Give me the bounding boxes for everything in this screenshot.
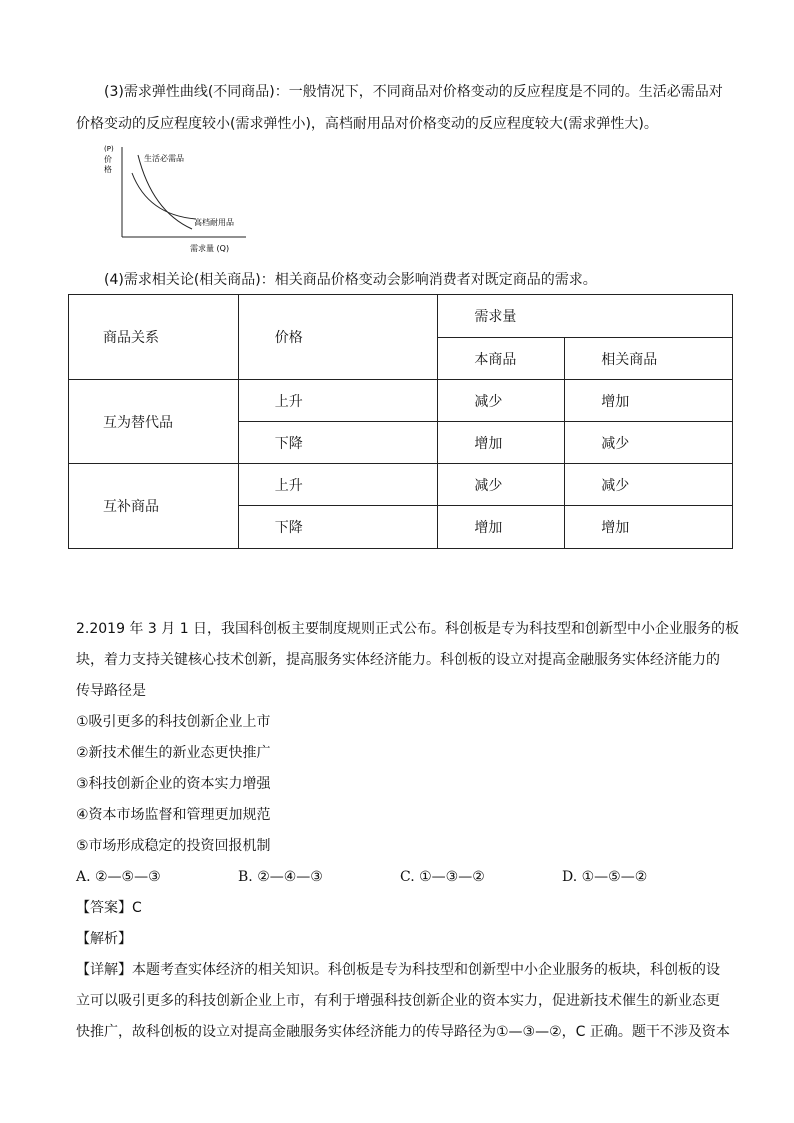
group-relation-complement: 互补商品 [69,464,239,549]
cell-this-good: 减少 [438,380,565,422]
detail-line2: 立可以吸引更多的科技创新企业上市，有利于增强科技创新企业的资本实力，促进新技术催生的新业态更 [76,993,720,1009]
answer-label: 【答案】C [76,900,142,916]
graph-y-label-p: (P) [104,145,114,153]
paragraph-demand-elasticity-line2: 价格变动的反应程度较小(需求弹性小)，高档耐用品对价格变动的反应程度较大(需求弹性大)。 [76,116,658,132]
curve-necessity [138,155,192,229]
table-row [69,464,733,506]
option-b[interactable]: B. ②—④—③ [238,869,323,885]
cell-related-good: 减少 [565,464,733,506]
paragraph-related-goods: (4)需求相关论(相关商品)：相关商品价格变动会影响消费者对既定商品的需求。 [104,272,597,288]
cell-this-good: 增加 [438,506,565,549]
cell-price: 下降 [238,422,438,464]
question-stem-line3: 传导路径是 [76,683,146,699]
cell-price: 下降 [238,506,438,549]
curve-durable [132,173,196,219]
cell-related-good: 增加 [565,380,733,422]
curve-necessity-label: 生活必需品 [144,154,184,163]
related-goods-table [68,294,733,549]
cell-this-good: 增加 [438,422,565,464]
cell-this-good: 减少 [438,464,565,506]
demand-elasticity-graph [100,141,250,256]
cell-price: 上升 [238,380,438,422]
paragraph-demand-elasticity-line1: (3)需求弹性曲线(不同商品)：一般情况下，不同商品对价格变动的反应程度是不同的。生活必需品对 [104,84,723,100]
table-row [69,380,733,422]
statement-item: ④资本市场监督和管理更加规范 [76,807,271,823]
detail-line3: 快推广，故科创板的设立对提高金融服务实体经济能力的传导路径为①—③—②，C 正确。题干不涉及资本 [76,1024,730,1040]
option-a[interactable]: A. ②—⑤—③ [76,869,161,885]
graph-y-label-price-2: 格 [104,165,112,174]
option-c[interactable]: C. ①—③—② [400,869,485,885]
header-this-good: 本商品 [438,338,565,380]
analysis-title: 【解析】 [76,931,132,947]
cell-related-good: 减少 [565,422,733,464]
cell-related-good: 增加 [565,506,733,549]
detail-line1: 【详解】本题考查实体经济的相关知识。科创板是专为科技型和创新型中小企业服务的板块，科创板的设 [76,962,720,978]
header-price: 价格 [238,295,438,380]
statement-item: ③科技创新企业的资本实力增强 [76,776,271,792]
answer-options [76,867,736,887]
statement-item: ①吸引更多的科技创新企业上市 [76,714,271,730]
statement-item: ⑤市场形成稳定的投资回报机制 [76,838,271,854]
question-stem-line2: 块，着力支持关键核心技术创新，提高服务实体经济能力。科创板的设立对提高金融服务实体经济能力的 [76,652,720,668]
header-related-good: 相关商品 [565,338,733,380]
graph-x-label: 需求量 (Q) [190,244,230,253]
curve-durable-label: 高档耐用品 [194,218,234,227]
cell-price: 上升 [238,464,438,506]
graph-y-label-price-1: 价 [104,155,112,164]
statement-item: ②新技术催生的新业态更快推广 [76,745,271,761]
option-d[interactable]: D. ①—⑤—② [562,869,648,885]
group-relation-substitute: 互为替代品 [69,380,239,464]
header-demand: 需求量 [438,295,733,338]
question-stem-line1: 2.2019 年 3 月 1 日，我国科创板主要制度规则正式公布。科创板是专为科技型和创新型中小企业服务的板 [76,621,740,637]
header-relation: 商品关系 [69,295,239,380]
